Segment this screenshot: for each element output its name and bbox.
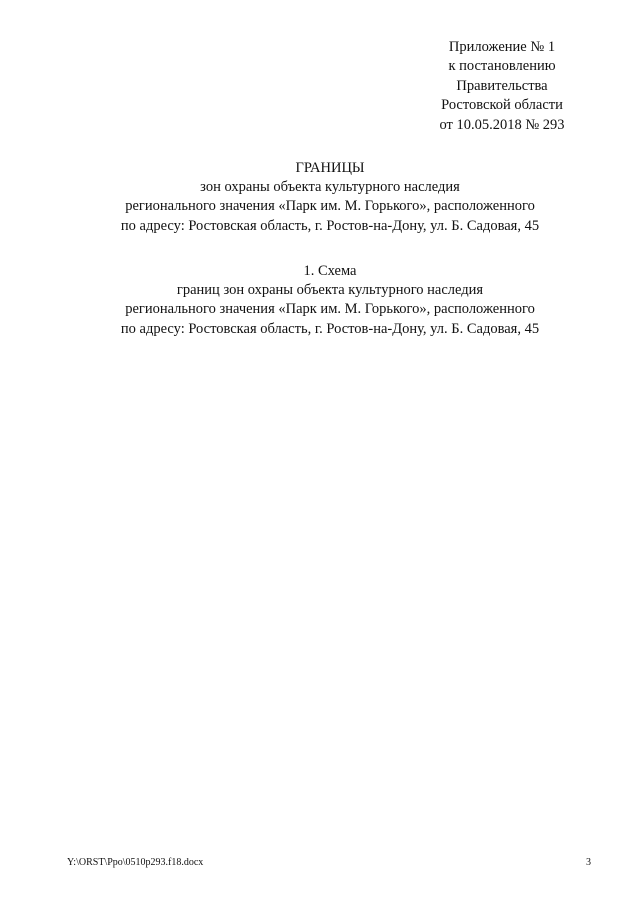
scheme-title: 1. Схема [303,263,357,279]
footer-page-number: 3 [586,857,591,868]
footer-file-path: Y:\ORST\Ppo\0510p293.f18.docx [67,857,204,868]
borders-line: зон охраны объекта культурного наследия [200,179,460,196]
scheme-section [0,262,640,339]
borders-section [0,159,640,236]
appendix-line: Правительства [456,77,548,94]
appendix-header [380,38,624,135]
scheme-line: по адресу: Ростовская область, г. Ростов-на-Дону, ул. Б. Садовая, 45 [120,320,540,337]
appendix-line: к постановлению [448,58,556,75]
appendix-line: Ростовской области [441,97,563,114]
borders-line: регионального значения «Парк им. М. Горького», расположенного [125,198,535,215]
appendix-line: Приложение № 1 [448,39,556,55]
appendix-line: от 10.05.2018 № 293 [439,116,565,133]
scheme-line: границ зон охраны объекта культурного наследия [176,282,484,299]
scheme-line: регионального значения «Парк им. М. Горького», расположенного [125,301,535,318]
borders-title: ГРАНИЦЫ [295,160,365,176]
borders-line: по адресу: Ростовская область, г. Ростов-на-Дону, ул. Б. Садовая, 45 [120,217,540,234]
